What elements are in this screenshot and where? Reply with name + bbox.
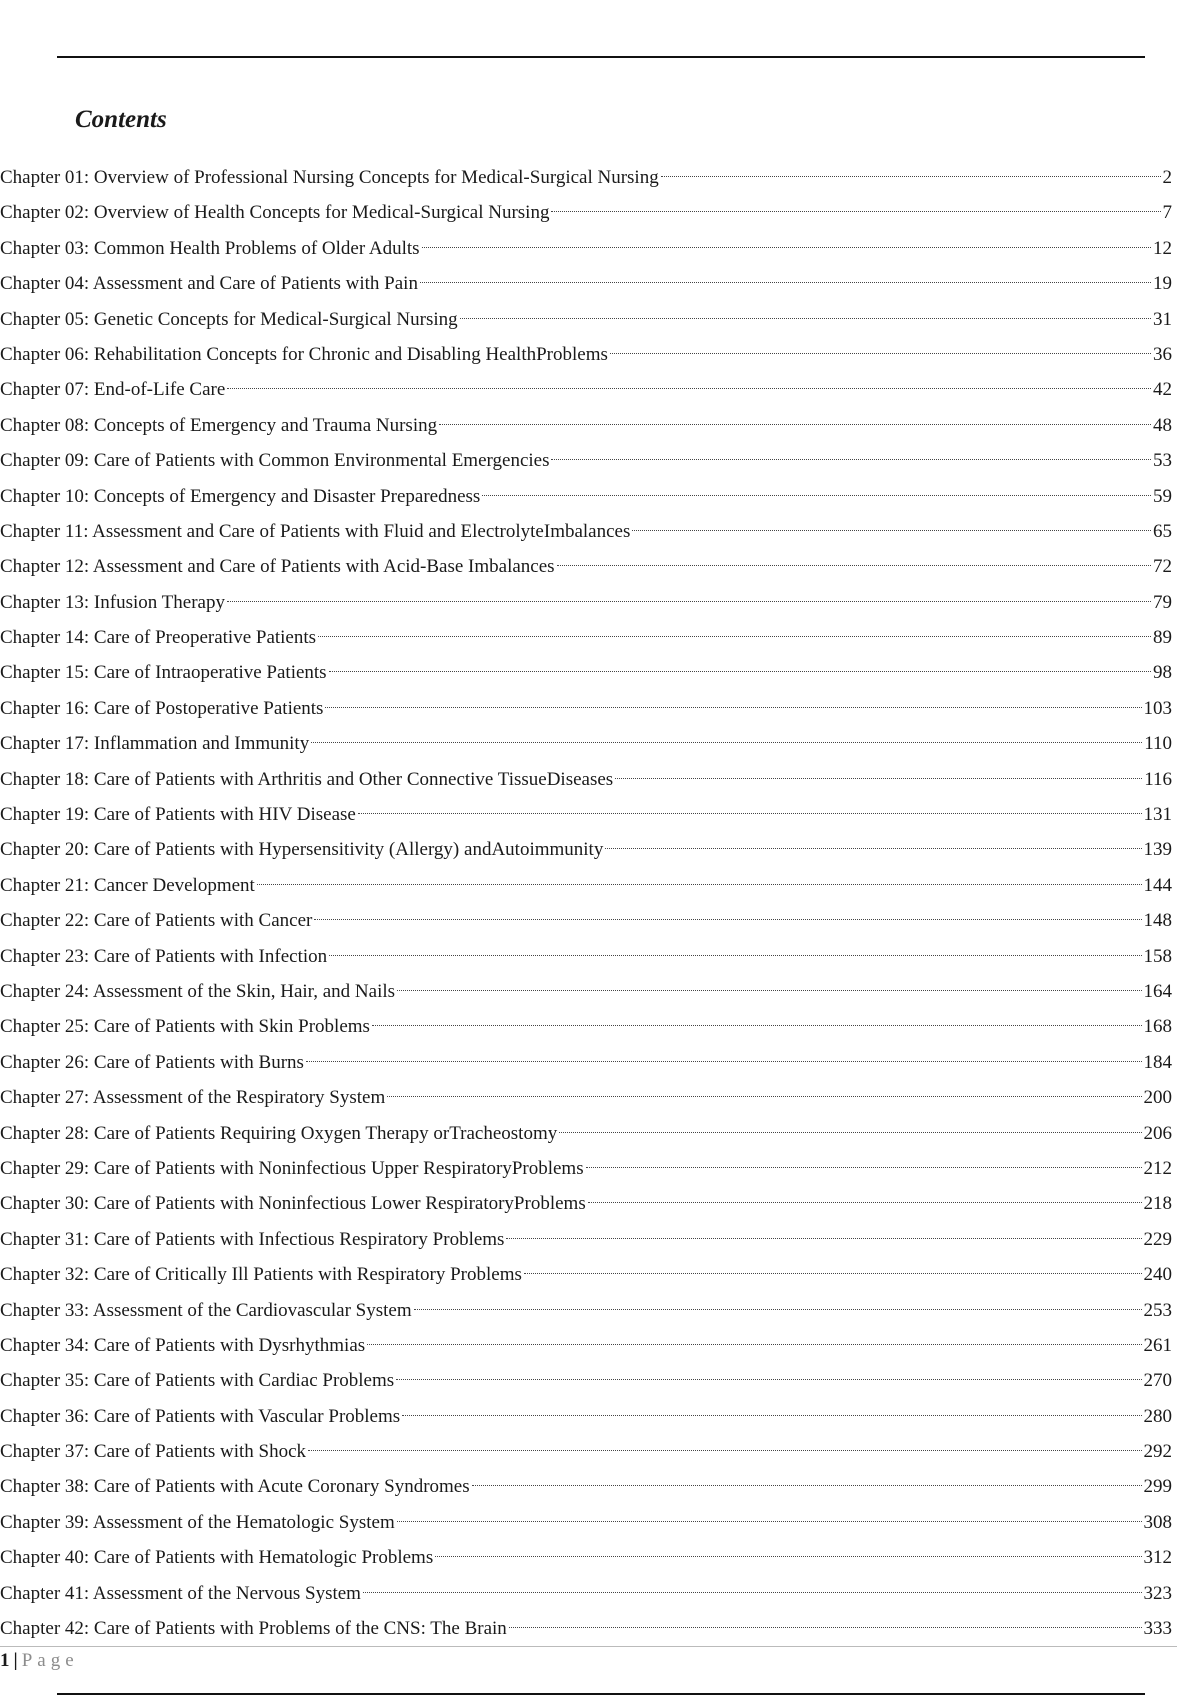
toc-entry-page[interactable]: 31: [1153, 308, 1172, 330]
toc-entry[interactable]: [0, 1611, 1172, 1646]
toc-entry[interactable]: [0, 1469, 1172, 1504]
toc-entry-page[interactable]: 103: [1143, 697, 1172, 719]
toc-entry-page[interactable]: 148: [1143, 910, 1172, 932]
toc-entry[interactable]: [0, 797, 1172, 832]
toc-dot-leader: [396, 1379, 1141, 1380]
toc-entry-page[interactable]: 333: [1143, 1618, 1172, 1640]
toc-dot-leader: [420, 282, 1151, 283]
toc-dot-leader: [482, 495, 1151, 496]
toc-entry-page[interactable]: 12: [1153, 237, 1172, 259]
toc-entry[interactable]: [0, 408, 1172, 443]
toc-entry-page[interactable]: 206: [1143, 1122, 1172, 1144]
toc-dot-leader: [551, 459, 1151, 460]
toc-dot-leader: [367, 1344, 1141, 1345]
toc-entry[interactable]: [0, 1116, 1172, 1151]
toc-entry-page[interactable]: 280: [1143, 1405, 1172, 1427]
toc-entry-title[interactable]: Chapter 40: Care of Patients with Hematologic Problems: [0, 1547, 434, 1569]
toc-dot-leader: [306, 1061, 1142, 1062]
toc-entry-title[interactable]: Chapter 12: Assessment and Care of Patients with Acid-Base Imbalances: [0, 556, 555, 578]
toc-dot-leader: [372, 1025, 1142, 1026]
toc-entry-title[interactable]: Chapter 15: Care of Intraoperative Patients: [0, 662, 327, 684]
toc-entry[interactable]: [0, 1328, 1172, 1363]
toc-dot-leader: [414, 1309, 1142, 1310]
toc-entry-title[interactable]: Chapter 11: Assessment and Care of Patients with Fluid and ElectrolyteImbalances: [0, 520, 631, 542]
toc-entry-title[interactable]: Chapter 29: Care of Patients with Noninfectious Upper RespiratoryProblems: [0, 1157, 584, 1179]
toc-entry-title[interactable]: Chapter 08: Concepts of Emergency and Trauma Nursing: [0, 414, 438, 436]
footer-separator: |: [13, 1650, 18, 1671]
toc-dot-leader: [557, 565, 1151, 566]
toc-entry-page[interactable]: 292: [1143, 1441, 1172, 1463]
toc-entry-title[interactable]: Chapter 35: Care of Patients with Cardiac Problems: [0, 1370, 395, 1392]
toc-entry-page[interactable]: 89: [1153, 627, 1172, 649]
toc-entry[interactable]: [0, 1399, 1172, 1434]
toc-entry[interactable]: [0, 1045, 1172, 1080]
toc-entry[interactable]: [0, 1293, 1172, 1328]
toc-entry-title[interactable]: Chapter 22: Care of Patients with Cancer: [0, 910, 313, 932]
toc-entry-page[interactable]: 48: [1153, 414, 1172, 436]
toc-entry-title[interactable]: Chapter 20: Care of Patients with Hypersensitivity (Allergy) andAutoimmunity: [0, 839, 604, 861]
toc-entry-page[interactable]: 164: [1143, 980, 1172, 1002]
toc-entry[interactable]: [0, 655, 1172, 690]
toc-entry-page[interactable]: 261: [1143, 1334, 1172, 1356]
toc-entry[interactable]: [0, 832, 1172, 867]
toc-dot-leader: [358, 813, 1142, 814]
toc-entry-title[interactable]: Chapter 38: Care of Patients with Acute Coronary Syndromes: [0, 1476, 470, 1498]
page-number: 1: [0, 1650, 10, 1671]
toc-dot-leader: [632, 530, 1151, 531]
toc-entry-title[interactable]: Chapter 02: Overview of Health Concepts for Medical-Surgical Nursing: [0, 202, 550, 224]
toc-entry-page[interactable]: 218: [1143, 1193, 1172, 1215]
header-rule: [57, 56, 1145, 58]
toc-entry-title[interactable]: Chapter 26: Care of Patients with Burns: [0, 1051, 304, 1073]
toc-dot-leader: [588, 1202, 1142, 1203]
toc-entry-title[interactable]: Chapter 17: Inflammation and Immunity: [0, 733, 310, 755]
contents-heading: Contents: [75, 106, 167, 133]
toc-entry-title[interactable]: Chapter 10: Concepts of Emergency and Disaster Preparedness: [0, 485, 481, 507]
toc-entry-page[interactable]: 240: [1143, 1264, 1172, 1286]
toc-entry-page[interactable]: 158: [1143, 945, 1172, 967]
toc-dot-leader: [363, 1592, 1142, 1593]
toc-entry[interactable]: [0, 1151, 1172, 1186]
toc-entry-page[interactable]: 53: [1153, 450, 1172, 472]
toc-dot-leader: [435, 1556, 1141, 1557]
toc-entry[interactable]: [0, 266, 1172, 301]
toc-entry-title[interactable]: Chapter 25: Care of Patients with Skin Problems: [0, 1016, 370, 1038]
toc-entry-title[interactable]: Chapter 03: Common Health Problems of Older Adults: [0, 237, 420, 259]
toc-entry-page[interactable]: 131: [1143, 804, 1172, 826]
toc-entry-page[interactable]: 212: [1143, 1157, 1172, 1179]
toc-entry[interactable]: [0, 160, 1172, 195]
toc-entry[interactable]: [0, 1505, 1172, 1540]
toc-entry-title[interactable]: Chapter 16: Care of Postoperative Patients: [0, 697, 324, 719]
table-of-contents: [0, 160, 1172, 1646]
toc-dot-leader: [586, 1167, 1142, 1168]
toc-entry-page[interactable]: 79: [1153, 591, 1172, 613]
toc-dot-leader: [318, 636, 1151, 637]
toc-dot-leader: [559, 1132, 1141, 1133]
toc-entry-page[interactable]: 36: [1153, 343, 1172, 365]
toc-entry-title[interactable]: Chapter 01: Overview of Professional Nursing Concepts for Medical-Surgical Nursing: [0, 167, 659, 188]
toc-entry-page[interactable]: 144: [1143, 874, 1172, 896]
toc-entry-title[interactable]: Chapter 13: Infusion Therapy: [0, 591, 225, 613]
toc-entry-page[interactable]: 184: [1143, 1051, 1172, 1073]
toc-entry-title[interactable]: Chapter 07: End-of-Life Care: [0, 379, 226, 401]
toc-entry-page[interactable]: 323: [1143, 1582, 1172, 1604]
toc-dot-leader: [397, 990, 1141, 991]
toc-entry-page[interactable]: 253: [1143, 1299, 1172, 1321]
toc-dot-leader: [460, 318, 1151, 319]
toc-entry[interactable]: [0, 1434, 1172, 1469]
toc-entry-page[interactable]: 229: [1143, 1228, 1172, 1250]
toc-entry-page[interactable]: 168: [1143, 1016, 1172, 1038]
toc-entry-title[interactable]: Chapter 06: Rehabilitation Concepts for Chronic and Disabling HealthProblems: [0, 343, 608, 365]
toc-entry[interactable]: [0, 620, 1172, 655]
toc-dot-leader: [605, 848, 1141, 849]
toc-entry-page[interactable]: 308: [1143, 1511, 1172, 1533]
toc-entry-title[interactable]: Chapter 31: Care of Patients with Infectious Respiratory Problems: [0, 1228, 505, 1250]
toc-entry[interactable]: [0, 337, 1172, 372]
toc-entry-title[interactable]: Chapter 04: Assessment and Care of Patients with Pain: [0, 273, 418, 295]
toc-entry-page[interactable]: 59: [1153, 485, 1172, 507]
toc-entry[interactable]: [0, 726, 1172, 761]
toc-entry-title[interactable]: Chapter 42: Care of Patients with Problems of the CNS: The Brain: [0, 1618, 507, 1640]
toc-entry[interactable]: [0, 549, 1172, 584]
toc-dot-leader: [325, 707, 1141, 708]
toc-entry-title[interactable]: Chapter 30: Care of Patients with Noninfectious Lower RespiratoryProblems: [0, 1193, 586, 1215]
toc-dot-leader: [314, 919, 1141, 920]
toc-entry[interactable]: [0, 514, 1172, 549]
toc-entry-page[interactable]: 2: [1162, 167, 1172, 188]
toc-entry-title[interactable]: Chapter 33: Assessment of the Cardiovascular System: [0, 1299, 412, 1321]
toc-entry[interactable]: [0, 231, 1172, 266]
toc-entry[interactable]: [0, 1363, 1172, 1398]
toc-entry-page[interactable]: 270: [1143, 1370, 1172, 1392]
toc-entry[interactable]: [0, 1257, 1172, 1292]
toc-entry-page[interactable]: 65: [1153, 520, 1172, 542]
toc-entry-page[interactable]: 312: [1143, 1547, 1172, 1569]
toc-entry[interactable]: [0, 903, 1172, 938]
toc-entry-page[interactable]: 98: [1153, 662, 1172, 684]
toc-entry-page[interactable]: 72: [1153, 556, 1172, 578]
toc-dot-leader: [524, 1273, 1142, 1274]
toc-dot-leader: [439, 424, 1151, 425]
toc-dot-leader: [472, 1485, 1142, 1486]
toc-entry[interactable]: [0, 1540, 1172, 1575]
toc-entry-page[interactable]: 110: [1144, 733, 1172, 755]
toc-entry-title[interactable]: Chapter 36: Care of Patients with Vascular Problems: [0, 1405, 401, 1427]
toc-dot-leader: [615, 778, 1142, 779]
toc-entry-page[interactable]: 42: [1153, 379, 1172, 401]
toc-entry-page[interactable]: 7: [1162, 202, 1172, 224]
toc-entry-title[interactable]: Chapter 23: Care of Patients with Infection: [0, 945, 328, 967]
toc-dot-leader: [227, 388, 1151, 389]
toc-entry-page[interactable]: 19: [1153, 273, 1172, 295]
toc-dot-leader: [661, 176, 1161, 177]
toc-dot-leader: [308, 1450, 1141, 1451]
toc-dot-leader: [397, 1521, 1142, 1522]
toc-dot-leader: [227, 601, 1151, 602]
toc-dot-leader: [329, 955, 1141, 956]
toc-entry-title[interactable]: Chapter 18: Care of Patients with Arthritis and Other Connective TissueDiseases: [0, 768, 614, 790]
toc-entry[interactable]: [0, 585, 1172, 620]
toc-dot-leader: [551, 211, 1160, 212]
toc-entry[interactable]: [0, 479, 1172, 514]
toc-entry-title[interactable]: Chapter 34: Care of Patients with Dysrhythmias: [0, 1334, 366, 1356]
toc-entry-title[interactable]: Chapter 19: Care of Patients with HIV Disease: [0, 804, 356, 826]
toc-entry-page[interactable]: 200: [1143, 1087, 1172, 1109]
toc-entry[interactable]: [0, 1009, 1172, 1044]
toc-dot-leader: [402, 1415, 1141, 1416]
toc-dot-leader: [329, 671, 1151, 672]
toc-entry-title[interactable]: Chapter 41: Assessment of the Nervous System: [0, 1582, 361, 1604]
footer-rule: [0, 1646, 1177, 1647]
toc-entry[interactable]: [0, 762, 1172, 797]
toc-entry-title[interactable]: Chapter 37: Care of Patients with Shock: [0, 1441, 307, 1463]
toc-entry-title[interactable]: Chapter 32: Care of Critically Ill Patients with Respiratory Problems: [0, 1264, 522, 1286]
toc-entry-page[interactable]: 139: [1143, 839, 1172, 861]
toc-dot-leader: [387, 1096, 1141, 1097]
page-label: Page: [21, 1650, 79, 1671]
toc-entry[interactable]: [0, 1576, 1172, 1611]
toc-entry-title[interactable]: Chapter 21: Cancer Development: [0, 874, 255, 896]
toc-entry-title[interactable]: Chapter 27: Assessment of the Respiratory System: [0, 1087, 386, 1109]
toc-entry-title[interactable]: Chapter 14: Care of Preoperative Patients: [0, 627, 317, 649]
toc-entry-page[interactable]: 116: [1144, 768, 1172, 790]
toc-entry[interactable]: [0, 1080, 1172, 1115]
toc-entry[interactable]: [0, 1186, 1172, 1221]
toc-dot-leader: [509, 1627, 1142, 1628]
toc-dot-leader: [610, 353, 1151, 354]
toc-entry-title[interactable]: Chapter 09: Care of Patients with Common Environmental Emergencies: [0, 450, 550, 472]
toc-dot-leader: [506, 1238, 1141, 1239]
toc-entry[interactable]: [0, 868, 1172, 903]
toc-entry-title[interactable]: Chapter 05: Genetic Concepts for Medical-Surgical Nursing: [0, 308, 458, 330]
toc-entry[interactable]: [0, 974, 1172, 1009]
page-footer: [0, 1650, 79, 1672]
toc-entry-title[interactable]: Chapter 28: Care of Patients Requiring Oxygen Therapy orTracheostomy: [0, 1122, 558, 1144]
toc-dot-leader: [422, 247, 1151, 248]
toc-entry[interactable]: [0, 302, 1172, 337]
toc-entry[interactable]: [0, 443, 1172, 478]
bottom-rule: [57, 1693, 1145, 1695]
toc-entry[interactable]: [0, 1222, 1172, 1257]
toc-entry[interactable]: [0, 691, 1172, 726]
toc-entry[interactable]: [0, 939, 1172, 974]
toc-entry-title[interactable]: Chapter 24: Assessment of the Skin, Hair, and Nails: [0, 980, 396, 1002]
toc-entry[interactable]: [0, 195, 1172, 230]
toc-dot-leader: [311, 742, 1142, 743]
toc-entry-page[interactable]: 299: [1143, 1476, 1172, 1498]
toc-entry[interactable]: [0, 372, 1172, 407]
toc-dot-leader: [257, 884, 1142, 885]
toc-entry-title[interactable]: Chapter 39: Assessment of the Hematologic System: [0, 1511, 395, 1533]
